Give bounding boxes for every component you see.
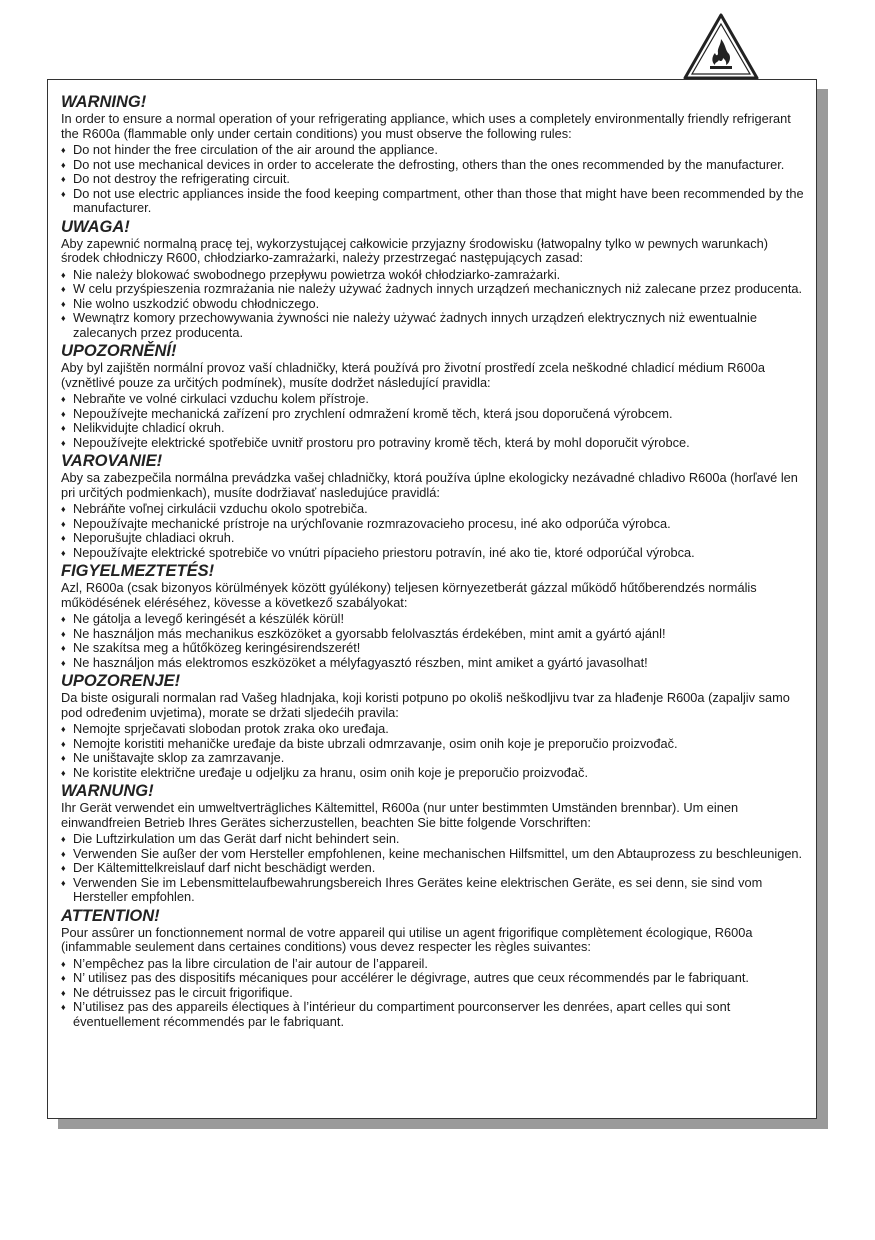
section-polish xyxy=(61,218,806,341)
section-intro: Aby sa zabezpečila normálna prevádzka vašej chladničky, ktorá používa úplne ekologicky nezávadné chladivo R600a (horľavé len pri určitých podmienkach), musíte dodržiavať nasledujúce pravidlá: xyxy=(61,470,798,500)
section-intro: Pour assûrer un fonctionnement normal de votre appareil qui utilise un agent frigorifique complètement écologique, R600a (infammable seulement dans certaines conditions) vous devez respecter les règles suivantes: xyxy=(61,924,753,954)
rules-list xyxy=(61,957,806,1030)
rules-list xyxy=(61,268,806,341)
section-heading: WARNUNG! xyxy=(61,782,154,800)
section-hungarian xyxy=(61,562,806,670)
safety-notice-box xyxy=(47,79,817,1119)
rule-item: ♦ Nepoužívejte elektrické spotřebiče uvnitř prostoru pro potraviny kromě těch, která by mohl doporučit výrobce. xyxy=(61,436,806,451)
section-intro: Da biste osigurali normalan rad Vašeg hladnjaka, koji koristi potpuno po okoliš neškodljivu tvar za hlađenje R600a (zapaljiv samo pod određenim uvjetima), morate se držati sljedećih pravila: xyxy=(61,690,790,720)
rule-item: ♦ Ne koristite električne uređaje u odjeljku za hranu, osim onih koje je preporučio proizvođač. xyxy=(61,766,806,781)
section-croatian xyxy=(61,672,806,780)
section-heading: UWAGA! xyxy=(61,217,130,236)
section-intro: Aby byl zajištěn normální provoz vaší chladničky, která používá pro životní prostředí zcela neškodné chladicí médium R600a (vznětlivé pouze za určitých podmínek), musíte dodržet následující pravidla: xyxy=(61,360,765,390)
rule-item: ♦ Der Kältemittelkreislauf darf nicht beschädigt werden. xyxy=(61,861,806,876)
section-intro: In order to ensure a normal operation of your refrigerating appliance, which uses a completely environmentally friendly refrigerant the R600a (flammable only under certain conditions) you must observe the following rules: xyxy=(61,111,791,141)
section-heading: UPOZORENJE! xyxy=(61,672,181,690)
section-heading: ATTENTION! xyxy=(61,906,160,925)
section-slovak xyxy=(61,452,806,560)
rules-list xyxy=(61,612,806,670)
section-heading: WARNING! xyxy=(61,93,147,111)
rule-item: ♦ Nepoužívejte mechanická zařízení pro zrychlení odmražení kromě těch, která jsou doporučená výrobcem. xyxy=(61,407,806,422)
rule-item: ♦ Nelikvidujte chladicí okruh. xyxy=(61,421,806,436)
rule-item: ♦ Nebraňte ve volné cirkulaci vzduchu kolem přístroje. xyxy=(61,392,806,407)
rule-item: ♦ Wewnątrz komory przechowywania żywności nie należy używać żadnych innych urządzeń elektrycznych niż ewentualnie zalecanych przez producenta. xyxy=(61,311,806,340)
rule-item: ♦ Nepoužívajte elektrické spotrebiče vo vnútri pípacieho priestoru potravín, iné ako tie, ktoré odporúčal výrobca. xyxy=(61,546,806,561)
rules-list xyxy=(61,832,806,905)
rule-item: ♦ Nemojte sprječavati slobodan protok zraka oko uređaja. xyxy=(61,722,806,737)
section-intro: Azl, R600a (csak bizonyos körülmények között gyúlékony) teljesen környezetberát gázzal működő hűtőberendzés normális működésének eléréséhez, kövesse a következő szabályokat: xyxy=(61,580,757,610)
rule-item: ♦ Ne szakítsa meg a hűtőközeg keringésirendszerét! xyxy=(61,641,806,656)
rule-item: ♦ Ne uništavajte sklop za zamrzavanje. xyxy=(61,751,806,766)
rule-item: ♦ Ne használjon más elektromos eszközöket a mélyfagyasztó részben, mint amiket a gyártó javasolhat! xyxy=(61,656,806,671)
rule-item: ♦ W celu przyśpieszenia rozmrażania nie należy używać żadnych innych urządzeń mechanicznych niż zalecane przez producenta. xyxy=(61,282,806,297)
rules-list xyxy=(61,143,806,216)
rule-item: ♦ Die Luftzirkulation um das Gerät darf nicht behindert sein. xyxy=(61,832,806,847)
rule-item: ♦ Do not hinder the free circulation of the air around the appliance. xyxy=(61,143,806,158)
section-heading: UPOZORNĚNÍ! xyxy=(61,342,177,360)
section-english xyxy=(61,93,806,216)
section-intro: Aby zapewnić normalną pracę tej, wykorzystującej całkowicie przyjazny środowisku (łatwopalny tylko w pewnych warunkach) środek chłodniczy R600, chłodziarko-zamrażarki, należy przestrzegać następujących zasad: xyxy=(61,235,768,265)
flammable-warning-icon xyxy=(682,12,760,80)
rule-item: ♦ Verwenden Sie außer der vom Hersteller empfohlenen, keine mechanischen Hilfsmittel, um den Abtauprozess zu beschleunigen. xyxy=(61,847,806,862)
section-intro: Ihr Gerät verwendet ein umweltverträgliches Kältemittel, R600a (nur unter bestimmten Umständen brennbar). Um einen einwandfreien Betrieb Ihres Gerätes sicherzustellen, beachten Sie bitte folgende Vorschriften: xyxy=(61,800,739,830)
section-german xyxy=(61,782,806,905)
rules-list xyxy=(61,722,806,780)
rules-list xyxy=(61,392,806,450)
rules-list xyxy=(61,502,806,560)
rule-item: ♦ Ne használjon más mechanikus eszközöket a gyorsabb felolvasztás érdekében, mint amit a gyártó ajánl! xyxy=(61,627,806,642)
rule-item: ♦ Nepoužívajte mechanické prístroje na urýchľovanie rozmrazovacieho procesu, iné ako odporúča výrobca. xyxy=(61,517,806,532)
rule-item: ♦ Verwenden Sie im Lebensmittelaufbewahrungsbereich Ihres Gerätes keine elektrischen Geräte, es sei denn, sie sind vom Hersteller empfohlen. xyxy=(61,876,806,905)
section-french xyxy=(61,907,806,1030)
rule-item: ♦ Do not destroy the refrigerating circuit. xyxy=(61,172,806,187)
rule-item: ♦ Do not use mechanical devices in order to accelerate the defrosting, others than the ones recommended by the manufacturer. xyxy=(61,158,806,173)
rule-item: ♦ Nemojte koristiti mehaničke uređaje da biste ubrzali odmrzavanje, osim onih koje je preporučio proizvođač. xyxy=(61,737,806,752)
rule-item: ♦ N’utilisez pas des appareils électiques à l’intérieur du compartiment pourconserver les denrées, apart celles qui sont éventuellement récommendés par le fabriquant. xyxy=(61,1000,806,1029)
section-heading: VAROVANIE! xyxy=(61,452,163,470)
rule-item: ♦ Ne gátolja a levegő keringését a készülék körül! xyxy=(61,612,806,627)
rule-item: ♦ Neporušujte chladiaci okruh. xyxy=(61,531,806,546)
rule-item: ♦ N’ utilisez pas des dispositifs mécaniques pour accélérer le dégivrage, autres que ceux récommendés par le fabriquant. xyxy=(61,971,806,986)
section-heading: FIGYELMEZTETÉS! xyxy=(61,562,215,580)
rule-item: ♦ Nie wolno uszkodzić obwodu chłodniczego. xyxy=(61,297,806,312)
rule-item: ♦ Nie należy blokować swobodnego przepływu powietrza wokół chłodziarko-zamrażarki. xyxy=(61,268,806,283)
rule-item: ♦ N’empêchez pas la libre circulation de l’air autour de l’appareil. xyxy=(61,957,806,972)
rule-item: ♦ Ne détruissez pas le circuit frigorifique. xyxy=(61,986,806,1001)
section-czech xyxy=(61,342,806,450)
rule-item: ♦ Do not use electric appliances inside the food keeping compartment, other than those that might have been recommended by the manufacturer. xyxy=(61,187,806,216)
rule-item: ♦ Nebráňte voľnej cirkulácii vzduchu okolo spotrebiča. xyxy=(61,502,806,517)
